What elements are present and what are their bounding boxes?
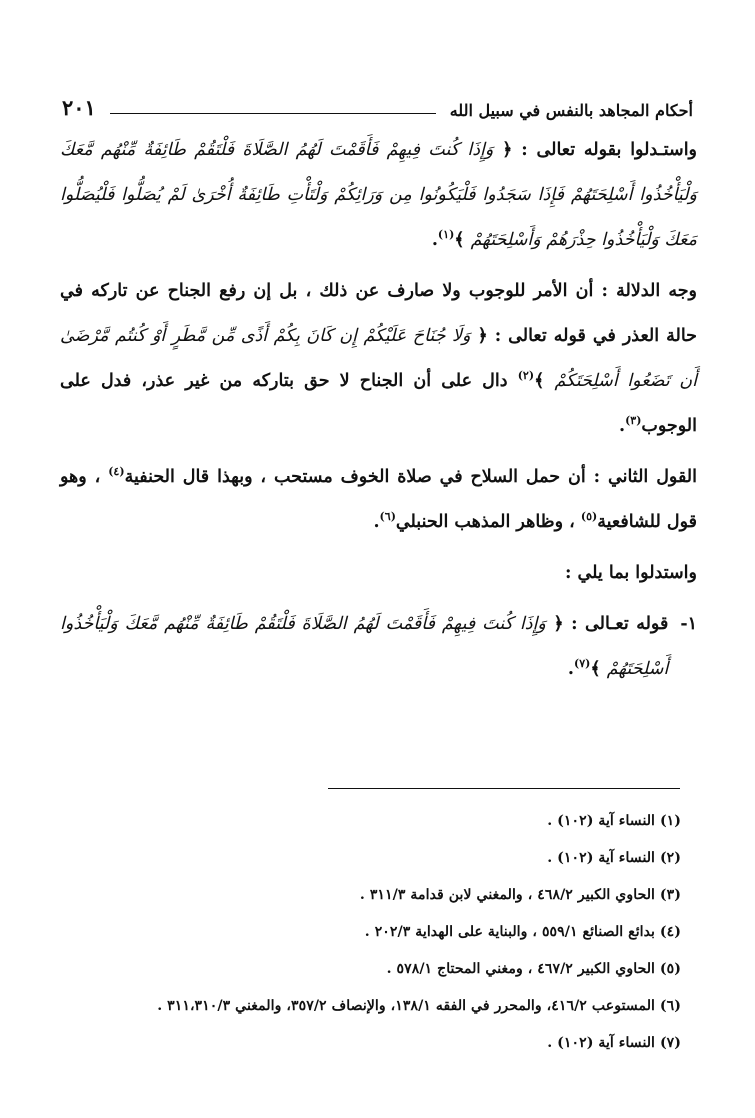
footnote-item: (١) النساء آية (١٠٢) . <box>547 813 681 829</box>
paragraph-text: دال على أن الجناح لا حق بتاركه من غير عذر، فدل على الوجوب <box>60 371 697 436</box>
sentence-end: . <box>567 659 574 679</box>
footnote-ref: (٧) <box>574 657 591 671</box>
footnote-ref: (١) <box>437 228 455 242</box>
quran-close-bracket: ﴾ <box>454 230 465 250</box>
sentence-end: . <box>618 416 626 436</box>
quran-close-bracket: ﴾ <box>534 371 545 391</box>
main-text <box>60 128 697 698</box>
paragraph-indication <box>60 269 697 449</box>
footnote-item: (٧) النساء آية (١٠٢) . <box>547 1035 681 1051</box>
sentence-end: . <box>431 230 438 250</box>
footnote-ref: (٤) <box>108 465 125 479</box>
paragraph-evidence-list-intro: واستدلوا بما يلي : <box>565 563 697 583</box>
paragraph-text: ، وهو قول للشافعية <box>60 467 697 532</box>
footnote-ref: (٢) <box>517 369 535 383</box>
footnote-ref: (٥) <box>580 510 598 524</box>
running-header <box>62 84 693 120</box>
footnotes-list <box>56 803 681 1062</box>
quran-verse: وَلَا جُنَاحَ عَلَيْكُمْ إِن كَانَ بِكُمْ أَذًى مِّن مَّطَرٍ أَوْ كُنتُم مَّرْضَىٰ أَن تَضَعُوا أَسْلِحَتَكُمْ <box>60 326 698 391</box>
item-text <box>60 602 668 692</box>
quran-verse: وَإِذَا كُنتَ فِيهِمْ فَأَقَمْتَ لَهُمُ الصَّلَاةَ فَلْتَقُمْ طَائِفَةٌ مِّنْهُم مَّعَكَ وَلْيَأْخُذُوا أَسْلِحَتَهُمْ فَإِذَا سَجَدُوا فَلْيَكُونُوا مِن وَرَائِكُمْ وَلْتَأْتِ طَائِفَةٌ أُخْرَىٰ لَمْ يُصَلُّوا فَلْيُصَلُّوا مَعَكَ وَلْيَأْخُذُوا حِذْرَهُمْ وَأَسْلِحَتَهُمْ <box>60 140 697 250</box>
item-number: ١- <box>680 614 697 634</box>
footnote-item: (٦) المستوعب ٤١٦/٢، والمحرر في الفقه ١٣٨/١، والإنصاف ٣٥٧/٢، والمغني ٣١١،٣١٠/٣ . <box>157 998 681 1014</box>
footnote-divider <box>328 788 680 789</box>
footnote-ref: (٦) <box>379 510 396 524</box>
footnote-item: (٣) الحاوي الكبير ٤٦٨/٢ ، والمغني لابن قدامة ٣١١/٣ . <box>359 887 681 903</box>
sentence-end: . <box>373 512 380 532</box>
header-rule <box>110 113 436 114</box>
item-lead: قوله تعـالى : <box>571 614 669 634</box>
paragraph-text: القول الثاني : أن حمل السلاح في صلاة الخوف مستحب ، وبهذا قال الحنفية <box>124 467 697 487</box>
paragraph-text: ، وظاهر المذهب الحنبلي <box>395 512 575 532</box>
quran-open-bracket: ﴿ <box>477 326 488 346</box>
quran-open-bracket: ﴿ <box>502 140 513 160</box>
paragraph-lead: وجه الدلالة : أن الأمر للوجوب ولا صارف عن ذلك ، بل إن رفع الجناح عن تاركه في حالة العذر في قوله تعالى : <box>60 281 697 346</box>
paragraph-evidence-intro <box>60 128 697 263</box>
quran-open-bracket: ﴿ <box>553 614 564 634</box>
footnote-item: (٥) الحاوي الكبير ٤٦٧/٢ ، ومغني المحتاج ٥٧٨/١ . <box>386 961 681 977</box>
running-title: أحكام المجاهد بالنفس في سبيل الله <box>449 101 693 120</box>
quran-close-bracket: ﴾ <box>590 659 601 679</box>
paragraph-second-opinion <box>60 455 697 545</box>
footnote-item: (٤) بدائع الصنائع ٥٥٩/١ ، والبناية على الهداية ٢٠٢/٣ . <box>364 924 681 940</box>
paragraph-lead: واستـدلوا بقوله تعالى : <box>521 140 698 160</box>
evidence-item <box>60 602 697 692</box>
footnote-item: (٢) النساء آية (١٠٢) . <box>547 850 681 866</box>
quran-verse: وَإِذَا كُنتَ فِيهِمْ فَأَقَمْتَ لَهُمُ الصَّلَاةَ فَلْتَقُمْ طَائِفَةٌ مِّنْهُم مَّعَكَ وَلْيَأْخُذُوا أَسْلِحَتَهُمْ <box>60 614 669 679</box>
footnote-ref: (٣) <box>625 414 642 428</box>
page-number: ٢٠١ <box>62 95 96 120</box>
